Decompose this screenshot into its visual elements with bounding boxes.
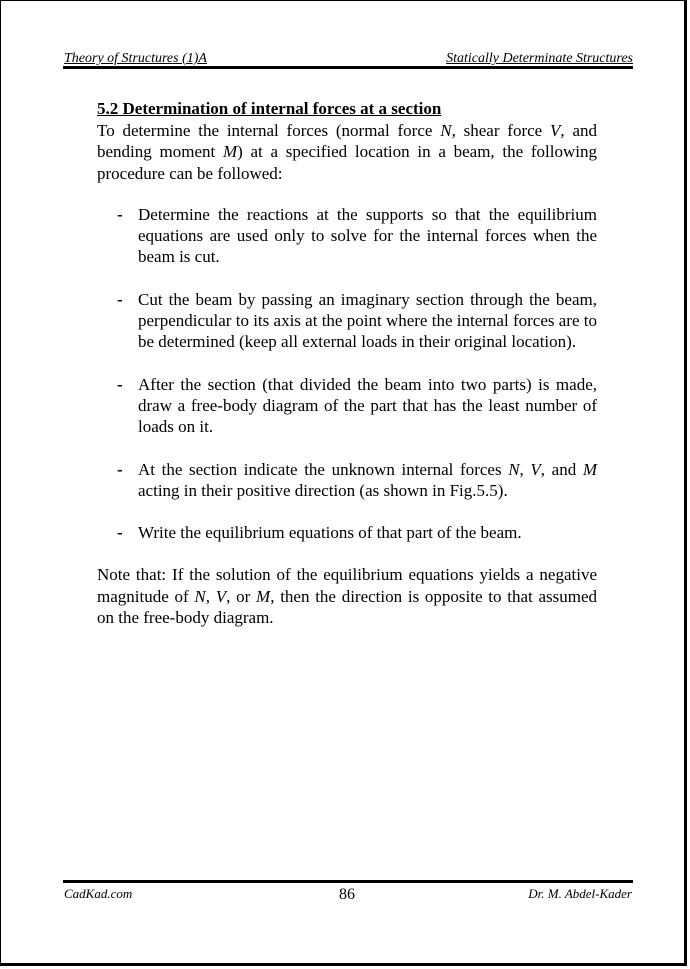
- intro-text-1: To determine the internal forces (normal force: [97, 121, 441, 140]
- note-text-3: , or: [226, 586, 257, 606]
- page-content: [97, 98, 597, 628]
- list-item-text: After the section (that divided the beam into two parts) is made, draw a free-body diagram of the part that has the least number of loads on it.: [138, 374, 597, 437]
- list-item-text-part: ,: [519, 459, 531, 479]
- symbol-n: N: [194, 586, 206, 606]
- note-text-4: , then the direction is opposite to that assumed on the free-body diagram.: [97, 586, 598, 628]
- list-item: [97, 289, 597, 353]
- bullet-marker: -: [117, 523, 123, 543]
- procedure-list: [97, 204, 597, 544]
- header-chapter-title: Statically Determinate Structures: [446, 51, 633, 66]
- symbol-v: V: [530, 459, 541, 479]
- list-item-text-part: At the section indicate the unknown internal forces: [138, 459, 509, 479]
- note-paragraph: [97, 564, 597, 628]
- bullet-marker: -: [117, 289, 123, 309]
- section-title: 5.2 Determination of internal forces at a section: [97, 99, 442, 118]
- bullet-marker: -: [117, 374, 123, 394]
- intro-text-2: , shear force: [451, 121, 550, 140]
- list-item-text: Determine the reactions at the supports so that the equilibrium equations are used only to solve for the internal forces when the beam is cut.: [138, 204, 597, 267]
- list-item: [97, 522, 597, 543]
- list-item: [97, 459, 597, 502]
- bullet-marker: -: [117, 459, 123, 479]
- intro-paragraph: [97, 120, 597, 184]
- note-text-1: Note that: If the solution of the equilibrium equations yields a negative magnitude of: [97, 565, 597, 606]
- symbol-n: N: [440, 121, 452, 140]
- header-rule: [63, 66, 633, 69]
- list-item-text-part: , and: [540, 459, 583, 479]
- footer-rule: [63, 880, 633, 883]
- page-number: 86: [339, 886, 355, 903]
- list-item-text: [138, 460, 597, 500]
- list-item-text: Write the equilibrium equations of that part of the beam.: [138, 523, 522, 543]
- intro-text-3: , and bending moment: [97, 121, 597, 162]
- footer-website: CadKad.com: [64, 886, 133, 901]
- intro-text-4: ) at a specified location in a beam, the following procedure can be followed:: [97, 142, 597, 183]
- list-item: [97, 204, 597, 268]
- list-item: [97, 374, 597, 438]
- symbol-m: M: [256, 586, 271, 606]
- list-item-text-part: acting in their positive direction (as shown in Fig.5.5).: [138, 480, 508, 500]
- list-item-text: Cut the beam by passing an imaginary section through the beam, perpendicular to its axis at the point where the internal forces are to be determined (keep all external loads in their original location).: [138, 289, 597, 352]
- symbol-n: N: [508, 459, 520, 479]
- symbol-v: V: [215, 586, 227, 606]
- symbol-v: V: [550, 121, 561, 140]
- footer-author: Dr. M. Abdel-Kader: [528, 886, 632, 901]
- bullet-marker: -: [117, 204, 123, 224]
- header-course-title: Theory of Structures (1)A: [64, 51, 207, 66]
- note-text-2: ,: [205, 586, 216, 606]
- symbol-m: M: [582, 459, 598, 479]
- symbol-m: M: [222, 142, 238, 162]
